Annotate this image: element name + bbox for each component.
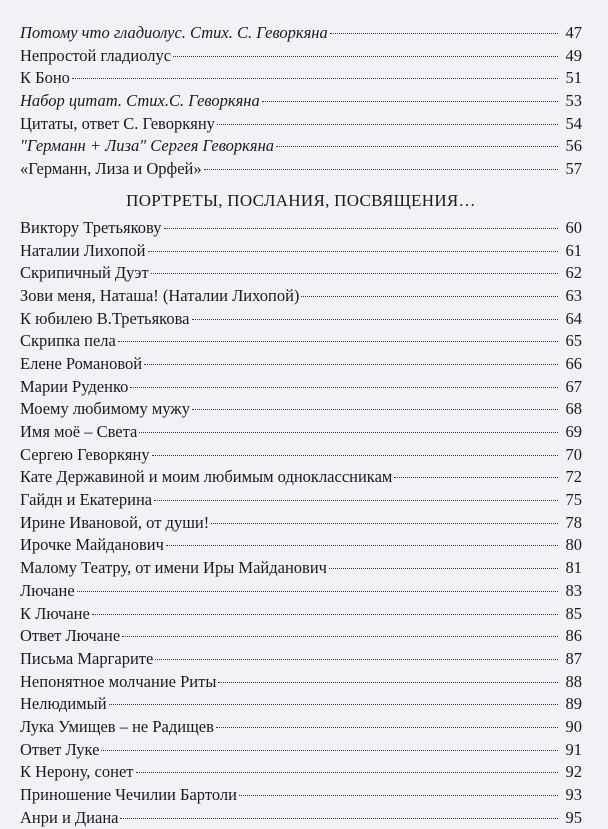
toc-entry xyxy=(20,217,582,240)
toc-entry-title: Зови меня, Наташа! (Наталии Лихопой) xyxy=(20,285,300,305)
toc-entry xyxy=(20,671,582,694)
toc-entry xyxy=(20,580,582,603)
toc-entry xyxy=(20,158,582,181)
toc-entry xyxy=(20,135,582,158)
toc-entry-title: К Лючане xyxy=(20,603,90,623)
toc-entry-title: Письма Маргарите xyxy=(20,648,154,668)
toc-entry xyxy=(20,421,582,444)
toc-entry-page-number: 87 xyxy=(565,648,582,668)
dot-leader xyxy=(136,772,559,773)
toc-entry-title: Анри и Диана xyxy=(20,807,119,827)
toc-entry-page-number: 69 xyxy=(565,422,582,441)
dot-leader xyxy=(139,432,558,433)
toc-entry-title: Ирине Ивановой, от души! xyxy=(20,512,210,532)
dot-leader xyxy=(192,319,559,320)
toc-entry-page-number: 72 xyxy=(565,467,582,487)
toc-entry xyxy=(20,466,582,489)
toc-entry-page-number: 66 xyxy=(565,353,582,373)
toc-entry-title: Виктору Третьякову xyxy=(20,217,162,237)
dot-leader xyxy=(92,614,558,615)
toc-entry-title: Ответ Лючане xyxy=(20,626,121,646)
toc-entry xyxy=(20,262,582,285)
toc-entry-page-number: 91 xyxy=(565,739,582,759)
toc-entry-title: Наталии Лихопой xyxy=(20,240,146,260)
dot-leader xyxy=(218,682,558,683)
dot-leader xyxy=(166,545,558,546)
toc-entry-page-number: 93 xyxy=(565,785,582,804)
toc-entry-title: Нелюдимый xyxy=(20,694,107,714)
toc-entry-title: Приношение Чечилии Бартоли xyxy=(20,785,237,804)
dot-leader xyxy=(192,409,558,410)
toc-entry-title: Елене Романовой xyxy=(20,353,143,373)
toc-entry xyxy=(20,376,582,399)
dot-leader xyxy=(155,659,558,660)
toc-entry-title: К юбилею В.Третьякова xyxy=(20,308,190,328)
toc-entry xyxy=(20,625,582,648)
toc-entry-title: Непонятное молчание Риты xyxy=(20,671,217,691)
toc-entry xyxy=(20,512,582,535)
toc-entry xyxy=(20,534,582,557)
toc-entry-page-number: 89 xyxy=(565,694,582,714)
toc-entry-page-number: 83 xyxy=(565,580,582,600)
dot-leader xyxy=(216,727,558,728)
toc-entry-page-number: 49 xyxy=(565,45,582,65)
dot-leader xyxy=(144,364,558,365)
toc-entry xyxy=(20,67,582,90)
toc-entry-page-number: 68 xyxy=(565,399,582,419)
toc-entry xyxy=(20,784,582,807)
toc-entry xyxy=(20,557,582,580)
toc-entry xyxy=(20,444,582,467)
dot-leader xyxy=(301,296,558,297)
toc-entry xyxy=(20,113,582,136)
toc-entry-page-number: 54 xyxy=(565,113,582,133)
dot-leader xyxy=(211,523,558,524)
toc-entry-page-number: 78 xyxy=(565,512,582,532)
dot-leader xyxy=(204,169,558,170)
toc-entry-page-number: 62 xyxy=(565,263,582,283)
toc-entry-page-number: 70 xyxy=(565,444,582,464)
toc-entry-page-number: 86 xyxy=(565,626,582,646)
toc-entry xyxy=(20,716,582,739)
table-of-contents xyxy=(20,22,582,829)
dot-leader xyxy=(122,636,558,637)
toc-entry-title: "Германн + Лиза" Сергея Геворкяна xyxy=(20,136,275,156)
dot-leader xyxy=(330,33,558,34)
toc-entry-title: Малому Театру, от имени Иры Майданович xyxy=(20,558,327,578)
toc-entry-title: Ответ Луке xyxy=(20,739,100,759)
dot-leader xyxy=(239,795,558,796)
toc-entry xyxy=(20,603,582,626)
dot-leader xyxy=(109,704,558,705)
toc-entry xyxy=(20,45,582,68)
toc-entry xyxy=(20,308,582,331)
toc-entry-title: Лючане xyxy=(20,580,75,600)
toc-entry-page-number: 81 xyxy=(565,558,582,578)
toc-entry-page-number: 95 xyxy=(565,807,582,827)
dot-leader xyxy=(217,124,558,125)
toc-entry-page-number: 65 xyxy=(565,331,582,351)
toc-entry xyxy=(20,693,582,716)
toc-entry-title: Скрипка пела xyxy=(20,331,116,351)
toc-entry xyxy=(20,330,582,353)
dot-leader xyxy=(164,228,558,229)
toc-entry-title: Набор цитат. Стих.С. Геворкяна xyxy=(20,91,260,111)
toc-entry-page-number: 67 xyxy=(565,376,582,396)
toc-entry-title: Цитаты, ответ С. Геворкяну xyxy=(20,113,215,133)
toc-entry-title: Моему любимому мужу xyxy=(20,399,190,419)
toc-entry xyxy=(20,285,582,308)
toc-entry xyxy=(20,489,582,512)
dot-leader xyxy=(130,387,558,388)
dot-leader xyxy=(77,591,558,592)
toc-entry-title: Имя моё – Света xyxy=(20,422,138,441)
dot-leader xyxy=(173,56,558,57)
toc-entry-page-number: 75 xyxy=(565,490,582,510)
toc-entry-title: Кате Державиной и моим любимым одноклассникам xyxy=(20,467,393,487)
dot-leader xyxy=(151,273,558,274)
toc-entry xyxy=(20,240,582,263)
toc-entry-page-number: 63 xyxy=(565,285,582,305)
toc-entry-title: Скрипичный Дуэт xyxy=(20,263,149,283)
dot-leader xyxy=(152,455,558,456)
toc-entry xyxy=(20,353,582,376)
dot-leader xyxy=(394,477,558,478)
toc-entry xyxy=(20,648,582,671)
toc-entry-title: Сергею Геворкяну xyxy=(20,444,150,464)
toc-entry-title: Гайдн и Екатерина xyxy=(20,490,153,510)
dot-leader xyxy=(72,78,558,79)
toc-entry-page-number: 61 xyxy=(565,240,582,260)
toc-entry-page-number: 80 xyxy=(565,535,582,555)
toc-entry-page-number: 53 xyxy=(565,91,582,111)
toc-entry-title: Лука Умищев – не Радищев xyxy=(20,716,214,736)
toc-entry-title: Ирочке Майданович xyxy=(20,535,164,555)
dot-leader xyxy=(262,101,558,102)
toc-entry-title: Марии Руденко xyxy=(20,376,129,396)
toc-entry xyxy=(20,761,582,784)
toc-entry-page-number: 56 xyxy=(565,136,582,156)
toc-entry-page-number: 57 xyxy=(565,159,582,179)
toc-entry-page-number: 60 xyxy=(565,217,582,237)
toc-entry-title: «Германн, Лиза и Орфей» xyxy=(20,159,202,179)
toc-entry-title: К Нерону, сонет xyxy=(20,762,134,782)
toc-entry-title: Непростой гладиолус xyxy=(20,45,172,65)
toc-list-top xyxy=(20,22,582,181)
toc-entry xyxy=(20,22,582,45)
dot-leader xyxy=(276,146,558,147)
toc-entry-title: Потому что гладиолус. Стих. С. Геворкяна xyxy=(20,23,328,42)
toc-entry-page-number: 47 xyxy=(565,23,582,42)
toc-entry-page-number: 90 xyxy=(565,716,582,736)
dot-leader xyxy=(148,251,558,252)
section-heading: ПОРТРЕТЫ, ПОСЛАНИЯ, ПОСВЯЩЕНИЯ… xyxy=(126,190,476,210)
toc-entry xyxy=(20,398,582,421)
toc-entry xyxy=(20,807,582,829)
toc-entry-page-number: 92 xyxy=(565,762,582,782)
toc-entry-page-number: 88 xyxy=(565,671,582,691)
dot-leader xyxy=(101,750,558,751)
toc-entry xyxy=(20,739,582,762)
toc-entry-page-number: 85 xyxy=(565,603,582,623)
toc-entry-page-number: 64 xyxy=(565,308,582,328)
toc-entry-title: К Боно xyxy=(20,68,70,88)
toc-entry xyxy=(20,90,582,113)
dot-leader xyxy=(118,341,558,342)
dot-leader xyxy=(154,500,558,501)
dot-leader xyxy=(329,568,558,569)
toc-entry-page-number: 51 xyxy=(565,68,582,88)
toc-list-section xyxy=(20,217,582,829)
